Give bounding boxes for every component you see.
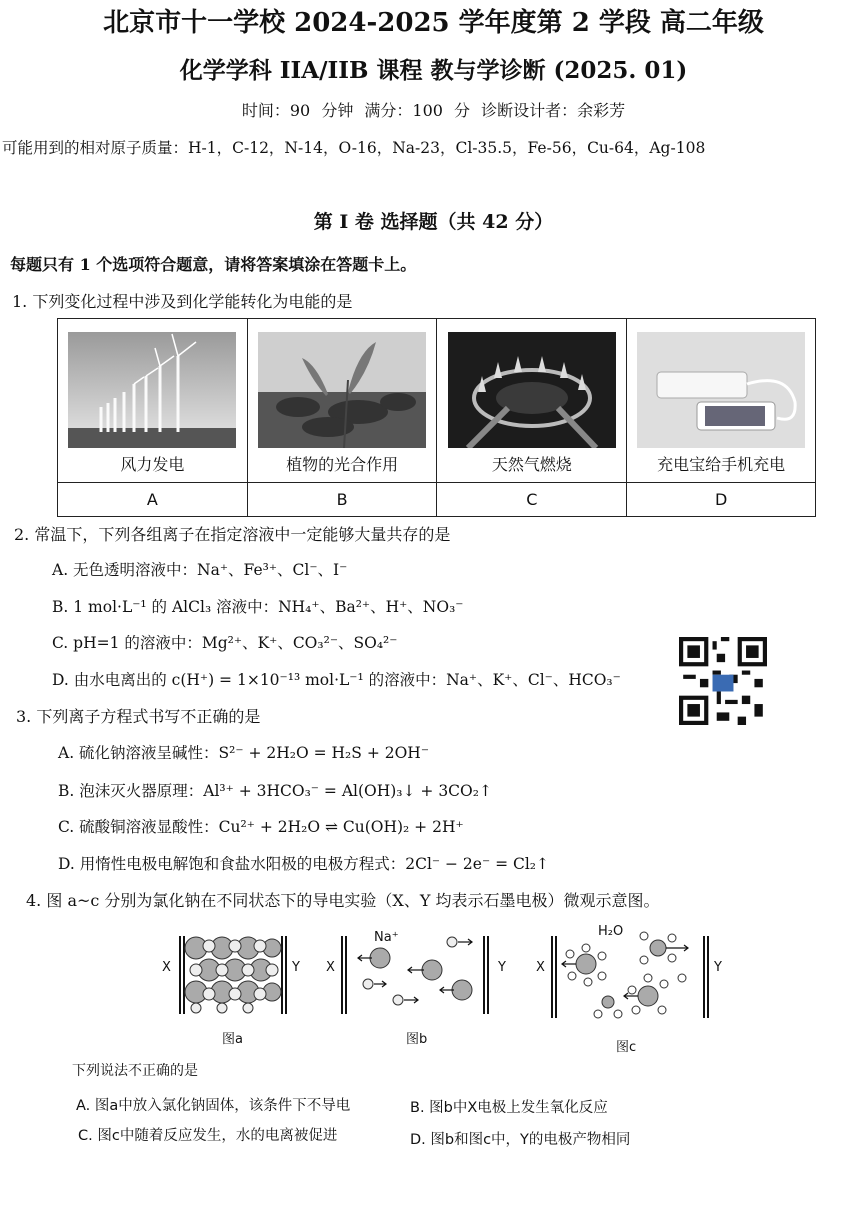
fig-c-h2o-label: H₂O [598, 924, 624, 939]
atomic-masses: 可能用到的相对原子质量：H-1，C-12，N-14，O-16，Na-23，Cl-35.5，Fe-56，Cu-64，Ag-108 [2, 139, 706, 157]
q4-option-a: A. 图a中放入氯化钠固体，该条件下不导电 [76, 1098, 351, 1114]
q3-option-a: A. 硫化钠溶液呈碱性：S²⁻ + 2H₂O = H₂S + 2OH⁻ [58, 744, 430, 762]
fig-c-caption: 图c [616, 1040, 637, 1055]
plant-photosynthesis-image [258, 332, 426, 448]
option-c-letter: C [437, 483, 627, 517]
fig-b-caption: 图b [406, 1032, 428, 1047]
fig-a-x-label: X [162, 960, 171, 975]
q2-stem: 2. 常温下，下列各组离子在指定溶液中一定能够大量共存的是 [14, 525, 451, 544]
option-a-letter: A [58, 483, 248, 517]
option-d-letter: D [627, 483, 816, 517]
figure-c [532, 918, 732, 1062]
option-a-cell [58, 319, 248, 483]
q4-option-b: B. 图b中X电极上发生氧化反应 [410, 1100, 608, 1116]
section-instruction: 每题只有 1 个选项符合题意，请将答案填涂在答题卡上。 [10, 255, 417, 274]
section-title: 第 I 卷 选择题（共 42 分） [313, 211, 554, 233]
option-c-caption: 天然气燃烧 [491, 455, 572, 474]
fig-a-caption: 图a [222, 1032, 243, 1047]
option-b-letter: B [247, 483, 437, 517]
course-subtitle: 化学学科 IIA/IIB 课程 教与学诊断 (2025. 01) [179, 57, 688, 84]
q2-option-b: B. 1 mol·L⁻¹ 的 AlCl₃ 溶液中：NH₄⁺、Ba²⁺、H⁺、NO₃⁻ [52, 598, 464, 616]
option-a-caption: 风力发电 [120, 455, 185, 474]
q1-picture-table [57, 318, 816, 517]
q1-stem: 1. 下列变化过程中涉及到化学能转化为电能的是 [12, 292, 353, 311]
q3-stem: 3. 下列离子方程式书写不正确的是 [16, 707, 261, 726]
q4-sub-stem: 下列说法不正确的是 [72, 1063, 198, 1079]
option-d-caption: 充电宝给手机充电 [657, 455, 786, 474]
figure-a [160, 918, 310, 1052]
fig-c-x-label: X [536, 960, 545, 975]
wind-turbines-image [68, 332, 236, 448]
fig-a-y-label: Y [292, 960, 300, 975]
q3-option-d: D. 用惰性电极电解饱和食盐水阳极的电极方程式：2Cl⁻ − 2e⁻ = Cl₂↑ [58, 855, 550, 873]
exam-meta: 时间：90 分钟 满分：100 分 诊断设计者：余彩芳 [241, 101, 626, 120]
power-bank-phone-image [637, 332, 805, 448]
fig-b-na-label: Na⁺ [374, 930, 399, 945]
exam-title: 北京市十一学校 2024-2025 学年度第 2 学段 高二年级 [103, 8, 764, 38]
q4-stem: 4. 图 a~c 分别为氯化钠在不同状态下的导电实验（X、Y 均表示石墨电极）微观示意图。 [26, 891, 660, 910]
q2-option-a: A. 无色透明溶液中：Na⁺、Fe³⁺、Cl⁻、I⁻ [52, 561, 348, 579]
q3-option-c: C. 硫酸铜溶液显酸性：Cu²⁺ + 2H₂O ⇌ Cu(OH)₂ + 2H⁺ [58, 818, 464, 836]
q2-option-d: D. 由水电离出的 c(H⁺) = 1×10⁻¹³ mol·L⁻¹ 的溶液中：Na⁺、K⁺、Cl⁻、HCO₃⁻ [52, 671, 621, 689]
option-b-caption: 植物的光合作用 [286, 455, 399, 474]
qr-code-icon [678, 637, 768, 725]
q2-option-c: C. pH=1 的溶液中：Mg²⁺、K⁺、CO₃²⁻、SO₄²⁻ [52, 634, 398, 652]
gas-flame-image [448, 332, 616, 448]
fig-c-y-label: Y [714, 960, 722, 975]
option-d-cell [627, 319, 816, 483]
q4-option-c: C. 图c中随着反应发生，水的电离被促进 [78, 1128, 338, 1144]
option-c-cell [437, 319, 627, 483]
fig-b-x-label: X [326, 960, 335, 975]
option-b-cell [247, 319, 437, 483]
fig-b-y-label: Y [498, 960, 506, 975]
figure-b [322, 918, 522, 1052]
q3-option-b: B. 泡沫灭火器原理：Al³⁺ + 3HCO₃⁻ = Al(OH)₃↓ + 3CO₂↑ [58, 782, 492, 800]
q4-option-d: D. 图b和图c中，Y的电极产物相同 [410, 1132, 631, 1148]
